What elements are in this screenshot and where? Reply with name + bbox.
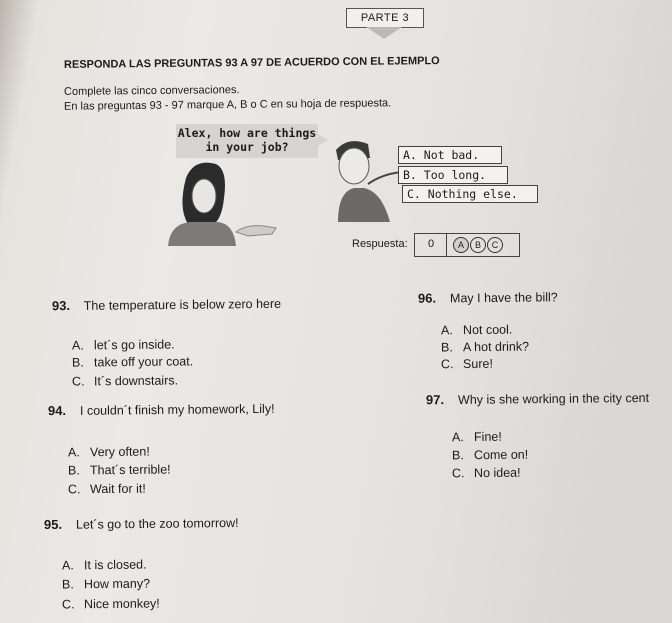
option-97-b: B. Come on!	[451, 447, 529, 463]
option-94-c: C. Wait for it!	[67, 481, 146, 497]
question-text: I couldn´t finish my homework, Lily!	[79, 401, 275, 418]
question-number: 97.	[425, 392, 445, 408]
example-option-a: A. Not bad.	[398, 146, 502, 164]
bubble-c: C	[487, 237, 503, 253]
option-96-a: A. Not cool.	[440, 322, 513, 338]
answer-bubbles	[453, 237, 503, 253]
question-number: 93.	[51, 298, 71, 314]
question-93	[52, 296, 281, 313]
question-text: Why is she working in the city cent	[457, 390, 650, 407]
option-94-a: A. Very often!	[67, 444, 150, 460]
option-93-a: A. let´s go inside.	[71, 337, 175, 353]
option-93-c: C. It´s downstairs.	[71, 373, 179, 389]
instruction-line-1: Complete las cinco conversaciones.	[63, 84, 240, 98]
option-93-b: B. take off your coat.	[71, 354, 194, 370]
section-heading: RESPONDA LAS PREGUNTAS 93 A 97 DE ACUERDO CON EL EJEMPLO	[63, 55, 440, 71]
instruction-line-2: En las preguntas 93 - 97 marque A, B o C en su hoja de respuesta.	[63, 97, 392, 113]
example-speech-bubble	[176, 124, 318, 158]
question-94	[48, 401, 275, 418]
question-text: May I have the bill?	[449, 290, 558, 306]
down-arrow-icon	[366, 27, 402, 39]
example-option-c: C. Nothing else.	[402, 185, 538, 203]
answer-label: Respuesta:	[352, 238, 408, 250]
option-95-c: C. Nice monkey!	[61, 596, 160, 612]
option-97-a: A. Fine!	[451, 429, 502, 445]
bubble-a: A	[453, 237, 469, 253]
bubble-b: B	[470, 237, 486, 253]
option-97-c: C. No idea!	[451, 465, 521, 481]
question-number: 94.	[47, 402, 67, 419]
answer-number: 0	[427, 238, 435, 250]
question-text: Let´s go to the zoo tomorrow!	[75, 515, 239, 532]
part-label: PARTE 3	[346, 8, 424, 28]
option-96-c: C. Sure!	[440, 356, 493, 372]
woman-illustration	[164, 158, 282, 248]
answer-divider	[446, 234, 447, 256]
option-94-b: B. That´s terrible!	[67, 462, 171, 478]
question-number: 96.	[417, 290, 437, 306]
option-95-b: B. How many?	[61, 576, 151, 592]
answer-box	[414, 233, 520, 257]
question-text: The temperature is below zero here	[83, 296, 282, 313]
option-96-b: B. A hot drink?	[440, 339, 530, 355]
question-95	[44, 515, 239, 532]
man-illustration	[318, 136, 402, 222]
option-95-a: A. It is closed.	[61, 557, 147, 573]
example-question-line-1: Alex, how are things	[177, 126, 317, 140]
example-option-b: B. Too long.	[398, 166, 508, 184]
question-97	[426, 390, 672, 408]
example-question-line-2: in your job?	[205, 140, 289, 154]
question-96	[418, 289, 558, 305]
question-number: 95.	[43, 516, 63, 533]
